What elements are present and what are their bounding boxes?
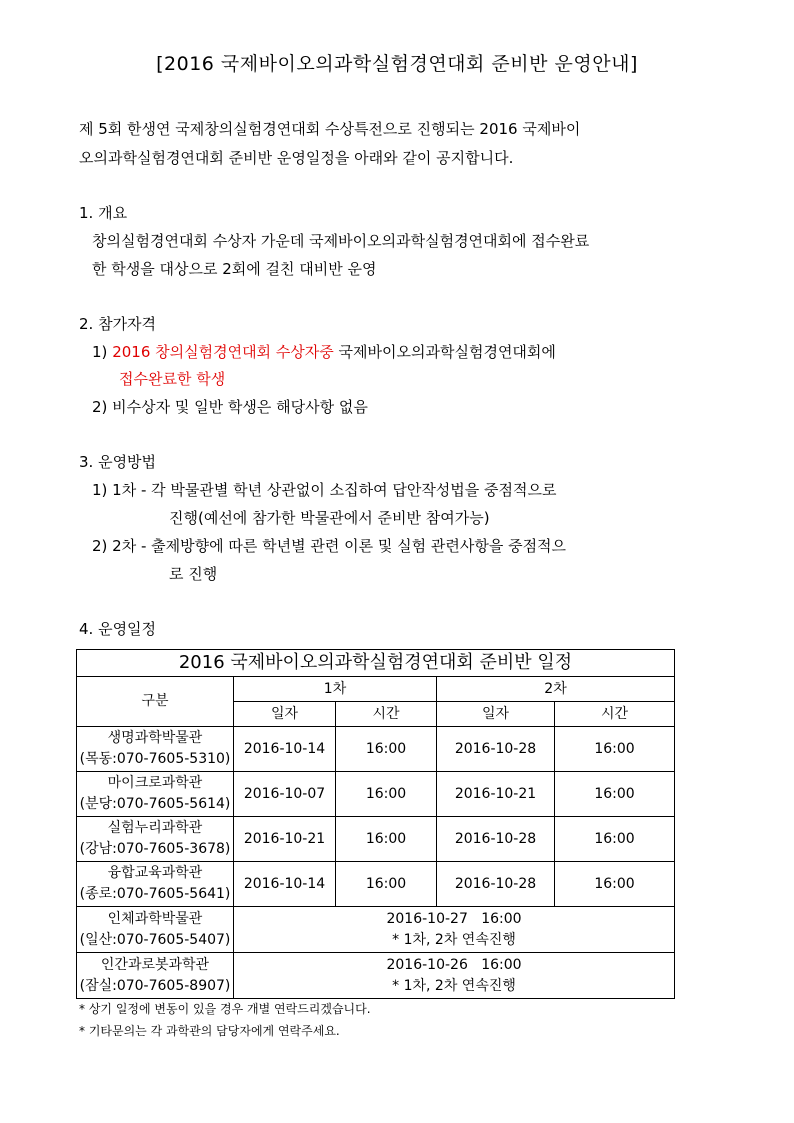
section-1-heading: 1. 개요 — [79, 204, 128, 222]
round-1-date: 2016-10-14 — [234, 727, 336, 772]
section-2-item-1-rest: 국제바이오의과학실험경연대회에 — [333, 343, 556, 361]
venue-name: 인체과학박물관 — [107, 910, 203, 927]
section-3-item-1-continuation: 진행(예선에 참가한 박물관에서 준비반 참여가능) — [169, 509, 490, 527]
round-1-time: 16:00 — [336, 772, 437, 817]
round-1-date: 2016-10-21 — [234, 817, 336, 862]
section-2-item-2: 2) 비수상자 및 일반 학생은 해당사항 없음 — [92, 398, 368, 416]
round-1-date: 2016-10-14 — [234, 862, 336, 907]
table-row-merged — [77, 907, 675, 953]
round-1-time: 16:00 — [336, 727, 437, 772]
venue-name: 마이크로과학관 — [107, 775, 203, 791]
venue-cell — [77, 772, 234, 817]
venue-name: 실험누리과학관 — [107, 820, 203, 836]
round-2-time: 16:00 — [555, 817, 675, 862]
venue-cell — [77, 817, 234, 862]
header-round-1: 1차 — [234, 677, 437, 702]
venue-cell — [77, 953, 234, 999]
combined-schedule-cell — [234, 907, 675, 953]
combined-schedule-cell — [234, 953, 675, 999]
venue-cell — [77, 862, 234, 907]
venue-phone: (종로:070-7605-5641) — [79, 886, 231, 902]
header-date-1: 일자 — [234, 702, 336, 727]
round-2-time: 16:00 — [555, 772, 675, 817]
round-2-time: 16:00 — [555, 862, 675, 907]
venue-phone: (분당:070-7605-5614) — [79, 796, 231, 812]
intro-line-2: 오의과학실험경연대회 준비반 운영일정을 아래와 같이 공지합니다. — [79, 149, 514, 167]
combined-note: * 1차, 2차 연속진행 — [392, 977, 516, 994]
section-3-item-2-continuation: 로 진행 — [169, 565, 218, 583]
round-2-date: 2016-10-28 — [437, 817, 555, 862]
table-caption: 2016 국제바이오의과학실험경연대회 준비반 일정 — [77, 650, 675, 677]
section-1-line-2: 한 학생을 대상으로 2회에 걸친 대비반 운영 — [92, 260, 377, 278]
table-row — [77, 727, 675, 772]
round-1-time: 16:00 — [336, 817, 437, 862]
table-header-row — [77, 677, 675, 702]
round-2-time: 16:00 — [555, 727, 675, 772]
section-2-item-1-continuation: 접수완료한 학생 — [119, 370, 226, 388]
footnote-2: * 기타문의는 각 과학관의 담당자에게 연락주세요. — [79, 1024, 340, 1038]
section-4-heading: 4. 운영일정 — [79, 620, 157, 638]
header-date-2: 일자 — [437, 702, 555, 727]
intro-line-1: 제 5회 한생연 국제창의실험경연대회 수상특전으로 진행되는 2016 국제바이 — [79, 120, 581, 138]
venue-phone: (강남:070-7605-3678) — [79, 841, 231, 857]
venue-phone: (목동:070-7605-5310) — [79, 751, 231, 767]
header-time-2: 시간 — [555, 702, 675, 727]
venue-cell — [77, 907, 234, 953]
section-2-item-1-number: 1) — [92, 343, 108, 361]
section-2-heading: 2. 참가자격 — [79, 315, 157, 333]
venue-phone: (일산:070-7605-5407) — [79, 931, 231, 948]
venue-name: 생명과학박물관 — [107, 730, 203, 746]
schedule-table — [76, 649, 675, 999]
footnote-1: * 상기 일정에 변동이 있을 경우 개별 연락드리겠습니다. — [79, 1002, 371, 1016]
round-1-date: 2016-10-07 — [234, 772, 336, 817]
section-1-line-1: 창의실험경연대회 수상자 가운데 국제바이오의과학실험경연대회에 접수완료 — [92, 232, 590, 250]
header-round-2: 2차 — [437, 677, 675, 702]
combined-date-time: 2016-10-26 16:00 — [386, 956, 522, 973]
round-2-date: 2016-10-21 — [437, 772, 555, 817]
section-3-heading: 3. 운영방법 — [79, 453, 157, 471]
venue-name: 융합교육과학관 — [107, 865, 203, 881]
table-caption-row — [77, 650, 675, 677]
section-3-item-1: 1) 1차 - 각 박물관별 학년 상관없이 소집하여 답안작성법을 중점적으로 — [92, 481, 557, 499]
header-time-1: 시간 — [336, 702, 437, 727]
table-row — [77, 772, 675, 817]
section-3-item-2: 2) 2차 - 출제방향에 따른 학년별 관련 이론 및 실험 관련사항을 중점적으 — [92, 537, 567, 555]
round-1-time: 16:00 — [336, 862, 437, 907]
section-2-item-1-highlight: 2016 창의실험경연대회 수상자중 — [112, 343, 334, 361]
round-2-date: 2016-10-28 — [437, 727, 555, 772]
section-2-item-1 — [92, 342, 556, 362]
venue-phone: (잠실:070-7605-8907) — [79, 977, 231, 994]
combined-date-time: 2016-10-27 16:00 — [386, 910, 522, 927]
header-category: 구분 — [77, 677, 234, 727]
combined-note: * 1차, 2차 연속진행 — [392, 931, 516, 948]
table-row — [77, 817, 675, 862]
round-2-date: 2016-10-28 — [437, 862, 555, 907]
table-row — [77, 862, 675, 907]
page-title: [2016 국제바이오의과학실험경연대회 준비반 운영안내] — [156, 53, 638, 75]
table-row-merged — [77, 953, 675, 999]
venue-name: 인간과로봇과학관 — [100, 956, 210, 973]
venue-cell — [77, 727, 234, 772]
